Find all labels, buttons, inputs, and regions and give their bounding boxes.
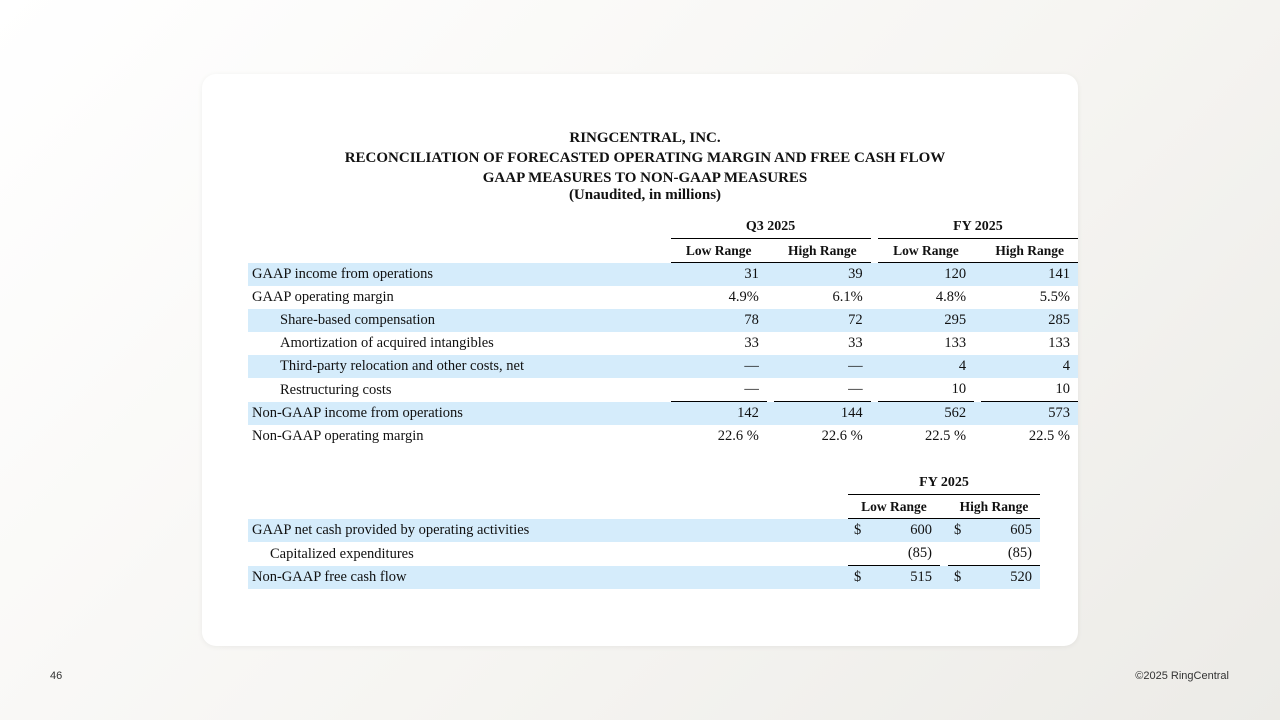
column-header: High Range — [774, 239, 871, 263]
row-label: GAAP income from operations — [248, 263, 663, 286]
cell-value: (85) — [907, 545, 932, 561]
cell-value: 22.6 % — [717, 428, 759, 444]
cell-value: 39 — [774, 263, 871, 286]
cell-value: 144 — [774, 402, 871, 425]
cell-value: 10 — [878, 378, 974, 402]
cell-value: 142 — [671, 402, 767, 425]
cell-value: 133 — [1048, 335, 1070, 351]
cell-value: 573 — [981, 402, 1078, 425]
table-row — [248, 378, 1078, 402]
row-label: Amortization of acquired intangibles — [280, 335, 494, 351]
report-title-line1: RECONCILIATION OF FORECASTED OPERATING MARGIN AND FREE CASH FLOW — [344, 150, 946, 166]
row-label: Non-GAAP income from operations — [248, 402, 663, 425]
currency-symbol: $ — [954, 569, 962, 585]
cell-value: — — [671, 378, 767, 402]
currency-symbol: $ — [854, 569, 862, 585]
column-header: Low Range — [671, 239, 767, 263]
cell-value: 562 — [878, 402, 974, 425]
table-row — [248, 309, 1078, 332]
cell-value: 10 — [981, 378, 1078, 402]
table-row — [248, 566, 1040, 589]
table-row — [248, 332, 1078, 355]
row-label: Third-party relocation and other costs, net — [248, 355, 663, 378]
cell-value: — — [774, 355, 871, 378]
currency-symbol: $ — [854, 522, 862, 538]
cell-value: 600 — [910, 522, 932, 538]
cell-value: 72 — [774, 309, 871, 332]
row-label: GAAP operating margin — [252, 289, 394, 305]
report-header — [202, 128, 1088, 202]
table-row — [248, 519, 1040, 542]
group-header-fy: FY 2025 — [878, 216, 1078, 239]
copyright-notice: ©2025 RingCentral — [1135, 670, 1229, 682]
cell-value: 605 — [1010, 522, 1032, 538]
cell-value: — — [774, 378, 871, 402]
row-label: Restructuring costs — [280, 381, 392, 398]
cell-value: 4 — [878, 355, 974, 378]
column-header: High Range — [948, 495, 1040, 519]
column-header: Low Range — [878, 239, 974, 263]
cell-value: 141 — [981, 263, 1078, 286]
cell-value: 78 — [671, 309, 767, 332]
cell-value: 31 — [671, 263, 767, 286]
cell-value: 22.6 % — [821, 428, 863, 444]
row-label: Share-based compensation — [248, 309, 663, 332]
table-row — [248, 263, 1078, 286]
cell-value: 520 — [1010, 569, 1032, 585]
content-card — [202, 74, 1078, 646]
table-row — [248, 402, 1078, 425]
table-row — [248, 286, 1078, 309]
column-header: High Range — [981, 239, 1078, 263]
report-title-line2: GAAP MEASURES TO NON-GAAP MEASURES — [482, 170, 808, 186]
row-label: Non-GAAP operating margin — [252, 428, 424, 444]
cell-value: 133 — [944, 335, 967, 351]
cell-value: (85) — [1007, 545, 1032, 561]
cell-value: 33 — [848, 335, 863, 351]
operating-margin-table — [248, 216, 1078, 448]
cell-value: 4.9% — [728, 289, 759, 305]
cell-value: 4.8% — [935, 289, 967, 305]
table-row — [248, 355, 1078, 378]
page-number: 46 — [50, 670, 63, 682]
table-row — [248, 425, 1078, 448]
cell-value: — — [671, 355, 767, 378]
cell-value: 22.5 % — [925, 428, 967, 444]
cell-value: 4 — [981, 355, 1078, 378]
report-subtitle: (Unaudited, in millions) — [568, 187, 722, 203]
cell-value: 285 — [981, 309, 1078, 332]
row-label: GAAP net cash provided by operating activities — [248, 519, 848, 542]
cell-value: 33 — [744, 335, 759, 351]
group-header-fy: FY 2025 — [848, 472, 1040, 495]
currency-symbol: $ — [954, 522, 962, 538]
row-label: Capitalized expenditures — [270, 545, 414, 562]
row-label: Non-GAAP free cash flow — [248, 566, 848, 589]
table-row — [248, 542, 1040, 566]
group-header-q3: Q3 2025 — [671, 216, 871, 239]
cell-value: 22.5 % — [1028, 428, 1070, 444]
cell-value: 295 — [878, 309, 974, 332]
cell-value: 5.5% — [1039, 289, 1070, 305]
company-name: RINGCENTRAL, INC. — [569, 130, 721, 146]
cell-value: 6.1% — [832, 289, 863, 305]
free-cash-flow-table — [248, 472, 1040, 589]
column-header: Low Range — [848, 495, 940, 519]
cell-value: 120 — [878, 263, 974, 286]
cell-value: 515 — [910, 569, 932, 585]
